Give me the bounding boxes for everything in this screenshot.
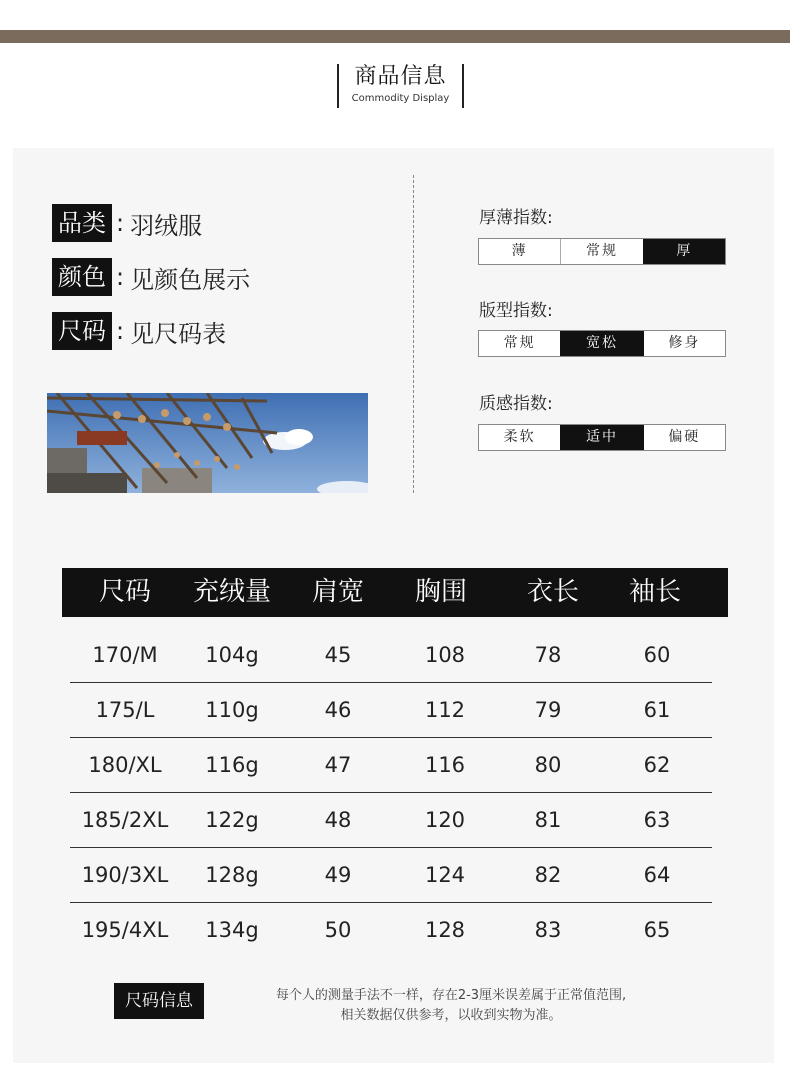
info-row-color — [52, 258, 250, 296]
cell-down-fill: 122g — [205, 808, 259, 832]
texture-option-stiff: 偏硬 — [643, 425, 725, 450]
thickness-index-title: 厚薄指数: — [479, 208, 553, 228]
cell-chest: 116 — [424, 753, 466, 777]
cell-size: 195/4XL — [81, 918, 169, 942]
header-shoulder: 肩宽 — [311, 577, 365, 607]
thickness-option-regular: 常规 — [560, 239, 642, 264]
info-label: 品类 — [52, 204, 112, 242]
cell-size: 180/XL — [88, 753, 162, 777]
info-value: 羽绒服 — [130, 211, 203, 240]
fit-option-regular: 常规 — [503, 335, 536, 351]
cell-down-fill: 116g — [205, 753, 259, 777]
cell-size: 170/M — [92, 643, 158, 667]
section-subtitle: Commodity Display — [351, 93, 450, 104]
cell-chest: 108 — [424, 643, 466, 667]
cell-size: 175/L — [95, 698, 155, 722]
cell-down-fill: 110g — [205, 698, 259, 722]
cell-size: 190/3XL — [81, 863, 169, 887]
table-row — [70, 683, 712, 738]
table-row — [70, 793, 712, 848]
table-row — [70, 738, 712, 793]
thickness-option-thin: 薄 — [511, 243, 528, 259]
cell-length: 81 — [534, 808, 562, 832]
cell-sleeve: 61 — [643, 698, 671, 722]
info-colon: : — [116, 317, 125, 345]
cell-chest: 128 — [424, 918, 466, 942]
cell-down-fill: 104g — [205, 643, 259, 667]
cell-sleeve: 62 — [643, 753, 671, 777]
fit-option-slim: 修身 — [643, 331, 725, 356]
table-row — [70, 903, 712, 958]
cell-length: 80 — [534, 753, 562, 777]
size-note-line-2: 相关数据仅供参考，以收到实物为准。 — [340, 1008, 562, 1023]
info-value: 见颜色展示 — [130, 265, 251, 294]
texture-index-title: 质感指数: — [479, 394, 553, 414]
header-sleeve: 袖长 — [628, 577, 682, 607]
table-row — [70, 628, 712, 683]
fit-index-title: 版型指数: — [479, 301, 553, 321]
section-title: 商品信息 — [354, 64, 447, 89]
top-accent-bar — [0, 30, 790, 43]
fit-option-loose: 宽松 — [560, 331, 642, 356]
cell-sleeve: 63 — [643, 808, 671, 832]
pergola-sky-photo — [47, 393, 368, 493]
cell-length: 78 — [534, 643, 562, 667]
table-row — [70, 848, 712, 903]
cell-shoulder: 50 — [324, 918, 352, 942]
size-table-header — [62, 568, 728, 617]
cell-sleeve: 60 — [643, 643, 671, 667]
cell-shoulder: 49 — [324, 863, 352, 887]
cell-down-fill: 128g — [205, 863, 259, 887]
cell-chest: 120 — [424, 808, 466, 832]
info-colon: : — [116, 209, 125, 237]
info-label: 颜色 — [52, 258, 112, 296]
header-down-fill: 充绒量 — [192, 577, 272, 607]
texture-index-bar — [478, 424, 726, 451]
header-chest: 胸围 — [414, 577, 468, 607]
cell-shoulder: 47 — [324, 753, 352, 777]
cell-shoulder: 45 — [324, 643, 352, 667]
cell-length: 79 — [534, 698, 562, 722]
size-note-line-1: 每个人的测量手法不一样，存在2-3厘米误差属于正常值范围, — [275, 988, 627, 1003]
thickness-index-bar — [478, 238, 726, 265]
info-value: 见尺码表 — [130, 319, 227, 348]
cell-chest: 112 — [424, 698, 466, 722]
section-header — [337, 64, 464, 108]
cell-down-fill: 134g — [205, 918, 259, 942]
size-info-badge: 尺码信息 — [114, 983, 204, 1019]
size-note-text — [226, 986, 676, 1026]
info-label: 尺码 — [52, 312, 112, 350]
header-size: 尺码 — [98, 577, 152, 607]
cell-chest: 124 — [424, 863, 466, 887]
cell-sleeve: 65 — [643, 918, 671, 942]
info-colon: : — [116, 263, 125, 291]
vertical-dashed-divider — [413, 175, 414, 493]
texture-option-soft: 柔软 — [503, 429, 536, 445]
info-row-category — [52, 204, 202, 242]
cell-size: 185/2XL — [81, 808, 169, 832]
cell-length: 83 — [534, 918, 562, 942]
cell-sleeve: 64 — [643, 863, 671, 887]
thickness-option-thick: 厚 — [643, 239, 725, 264]
texture-option-medium: 适中 — [560, 425, 642, 450]
info-row-size — [52, 312, 226, 350]
product-scene-photo — [47, 393, 368, 493]
header-length: 衣长 — [526, 577, 580, 607]
cell-shoulder: 48 — [324, 808, 352, 832]
cell-shoulder: 46 — [324, 698, 352, 722]
fit-index-bar — [478, 330, 726, 357]
cell-length: 82 — [534, 863, 562, 887]
